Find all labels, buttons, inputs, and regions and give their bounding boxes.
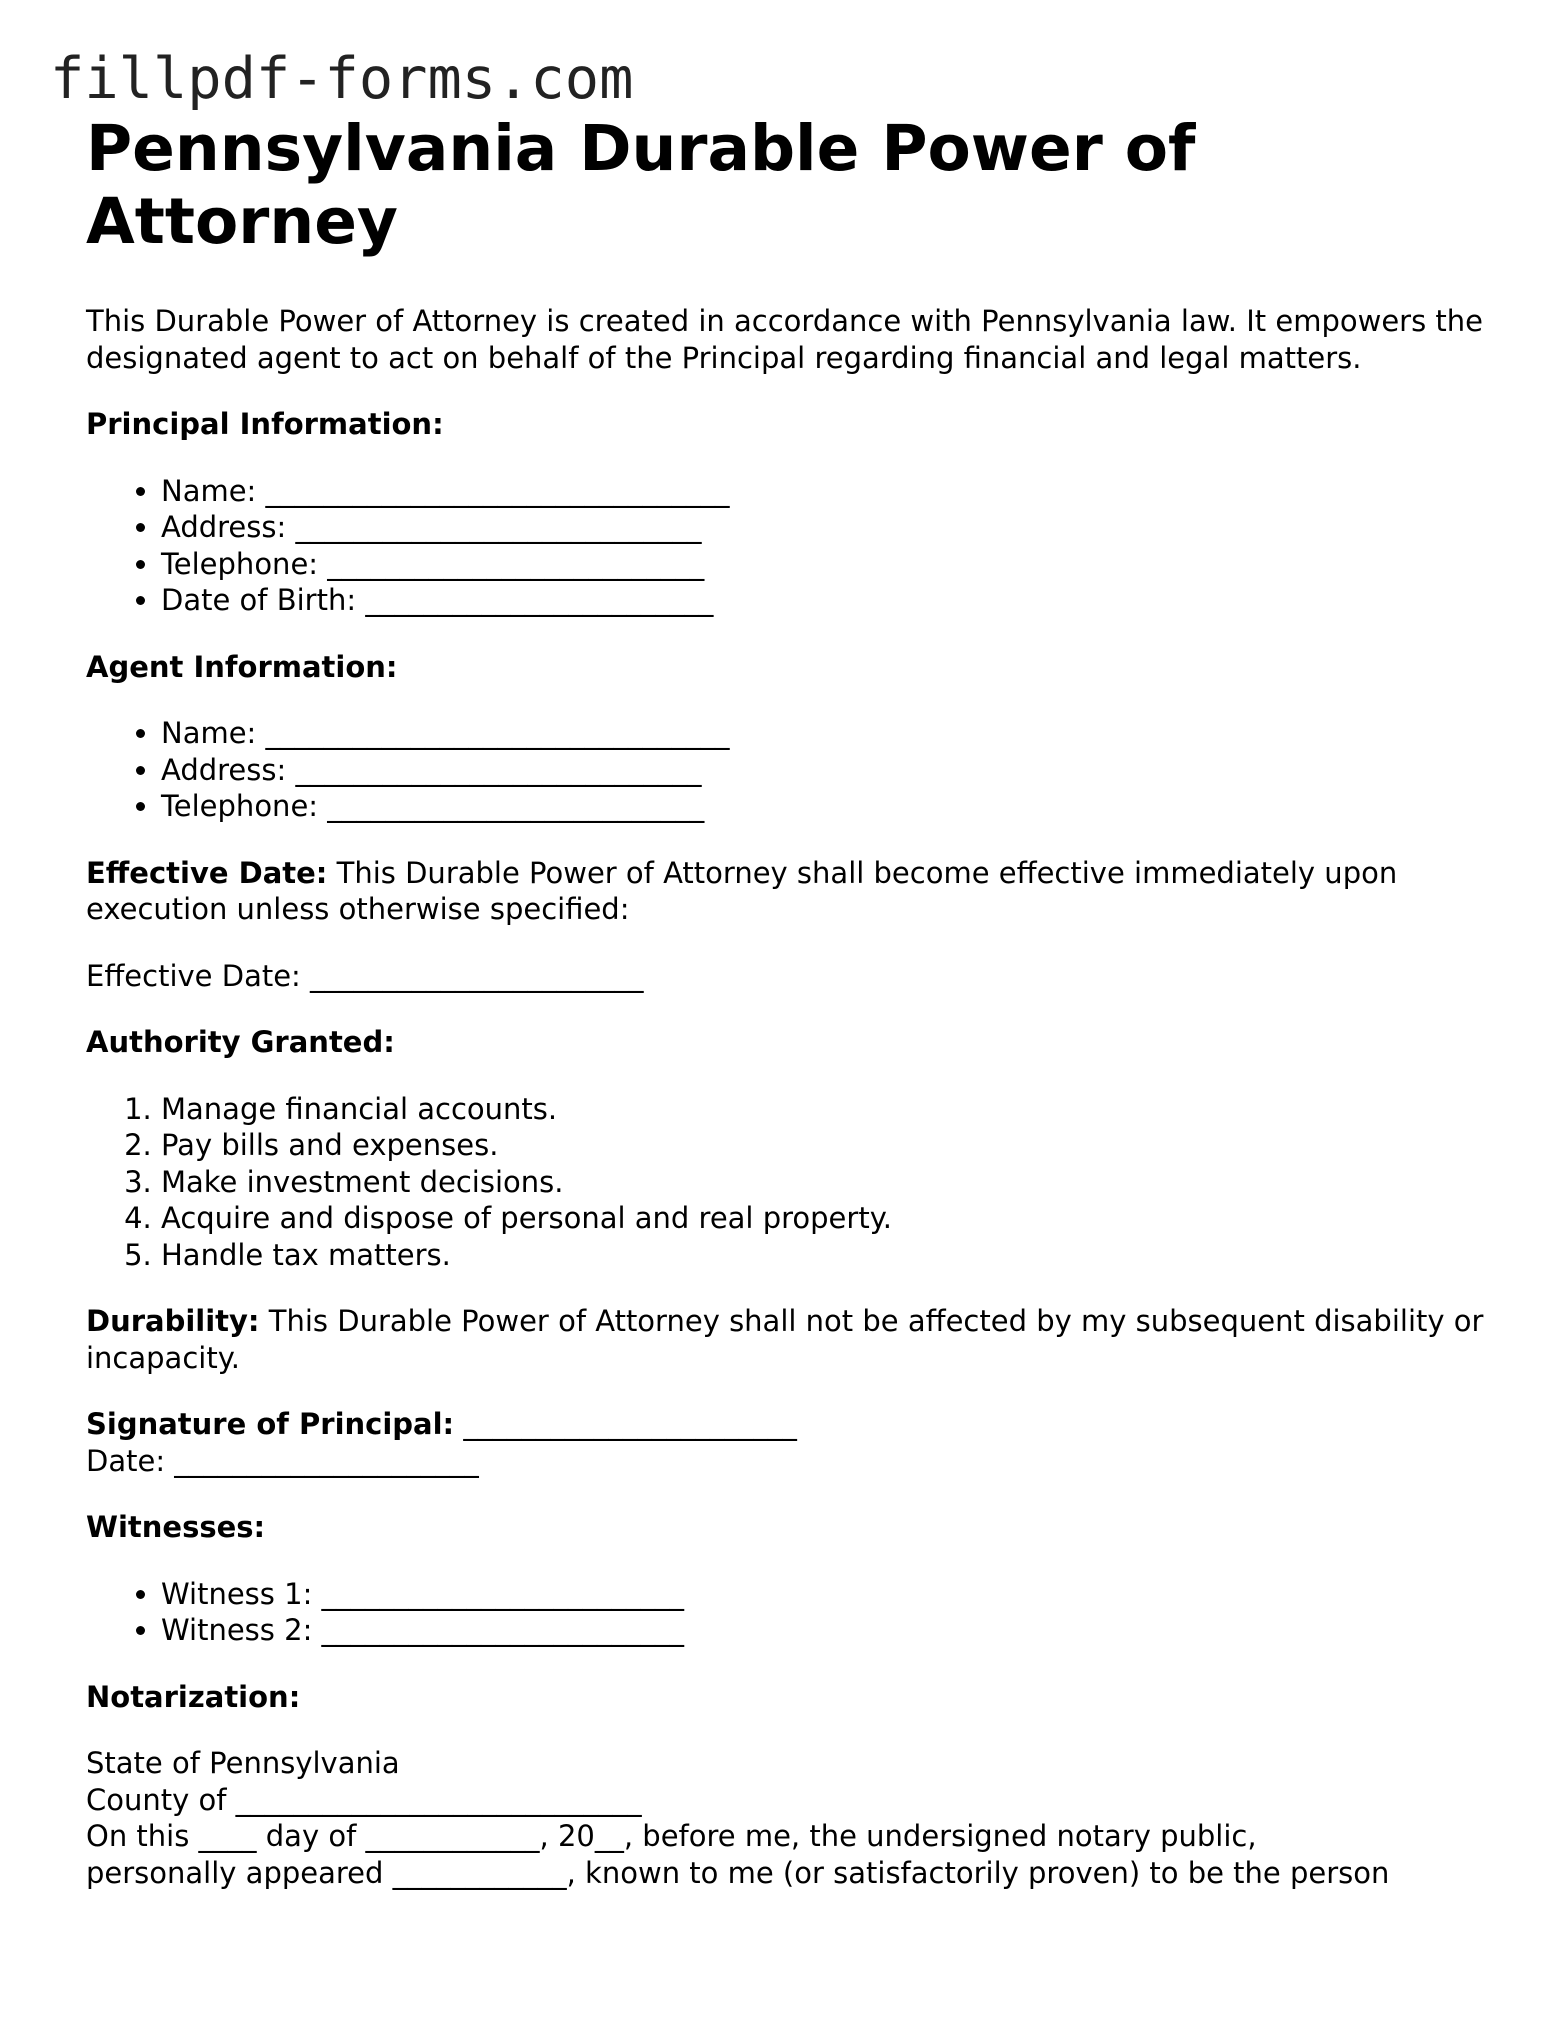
authority-item: 5. Handle tax matters. — [161, 1237, 1486, 1274]
signature-date: Date: _____________________ — [86, 1443, 479, 1478]
principal-name-field: • Name: ________________________________ — [161, 473, 1486, 510]
effective-date-field: Effective Date: _______________________ — [86, 958, 644, 993]
principal-heading: Principal Information: — [86, 407, 444, 441]
notary-line-2: personally appeared ____________, known to me (or satisfactorily proven) to be the person — [86, 1855, 1390, 1890]
agent-telephone-field: • Telephone: __________________________ — [161, 788, 1486, 825]
authority-item: 2. Pay bills and expenses. — [161, 1127, 1486, 1164]
principal-telephone-field: • Telephone: __________________________ — [161, 546, 1486, 583]
intro-paragraph: This Durable Power of Attorney is created in accordance with Pennsylvania law. It empowers the designated agent to act on behalf of the Principal regarding financial and legal matters. — [86, 304, 1483, 375]
durability-text: This Durable Power of Attorney shall not be affected by my subsequent disability or incapacity. — [86, 1304, 1484, 1375]
signature-blank: _______________________ — [454, 1407, 797, 1441]
effective-date-paragraph — [86, 855, 1486, 928]
witness-1-field: • Witness 1: _________________________ — [161, 1576, 1486, 1613]
authority-list — [86, 1091, 1486, 1274]
notarization-heading: Notarization: — [86, 1679, 301, 1714]
principal-address-field: • Address: ____________________________ — [161, 509, 1486, 546]
agent-fields — [86, 715, 1486, 825]
principal-fields — [86, 473, 1486, 619]
document-page — [86, 112, 1486, 1891]
notary-county: County of ____________________________ — [86, 1782, 642, 1817]
durability-label: Durability: — [86, 1304, 260, 1338]
witnesses-heading: Witnesses: — [86, 1510, 266, 1544]
principal-dob-field: • Date of Birth: ________________________ — [161, 582, 1486, 619]
document-title: Pennsylvania Durable Power of Attorney — [86, 112, 1196, 258]
notarization-block — [86, 1745, 1486, 1891]
witness-2-field: • Witness 2: _________________________ — [161, 1612, 1486, 1649]
signature-label: Signature of Principal: — [86, 1407, 455, 1441]
authority-item: 1. Manage financial accounts. — [161, 1091, 1486, 1128]
authority-item: 3. Make investment decisions. — [161, 1164, 1486, 1201]
notary-line-1: On this ____ day of ____________, 20__, before me, the undersigned notary public, — [86, 1819, 1257, 1853]
agent-heading: Agent Information: — [86, 649, 398, 684]
authority-heading: Authority Granted: — [86, 1025, 395, 1059]
durability-paragraph — [86, 1303, 1486, 1376]
notary-state: State of Pennsylvania — [86, 1746, 400, 1780]
authority-item: 4. Acquire and dispose of personal and real property. — [161, 1200, 1486, 1237]
witness-list — [86, 1576, 1486, 1649]
effective-date-text: This Durable Power of Attorney shall become effective immediately upon execution unless otherwise specified: — [86, 855, 1398, 926]
effective-date-label: Effective Date: — [86, 855, 328, 890]
watermark: fillpdf-forms.com — [50, 46, 634, 112]
agent-name-field: • Name: ________________________________ — [161, 715, 1486, 752]
signature-block — [86, 1406, 1486, 1479]
signature-line — [86, 1406, 1486, 1443]
agent-address-field: • Address: ____________________________ — [161, 752, 1486, 789]
